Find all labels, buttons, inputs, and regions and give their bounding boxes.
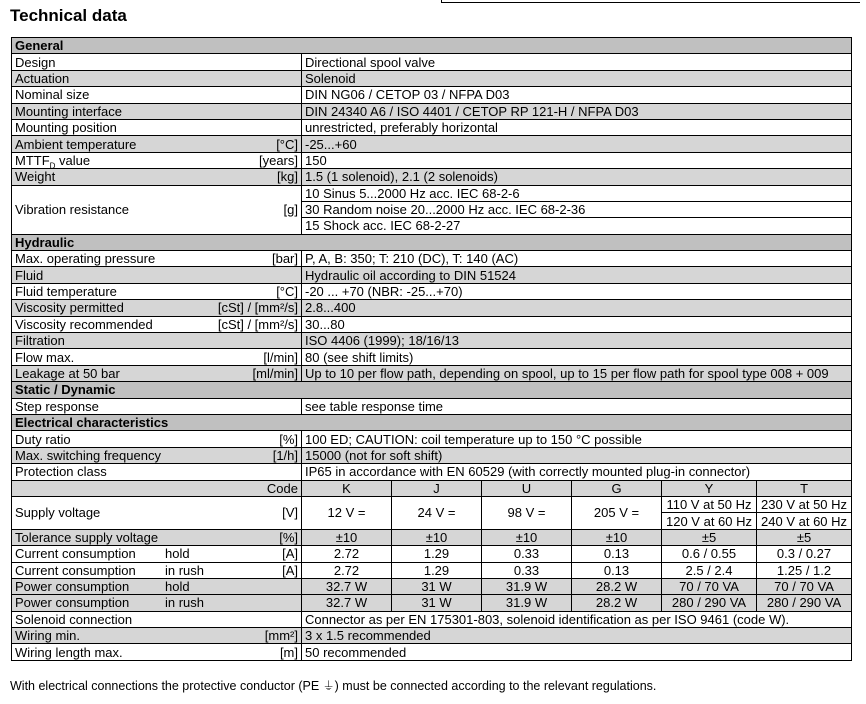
table-row: Solenoid connection Connector as per EN 175301-803, solenoid identification as per ISO 9461 (code W).: [12, 611, 852, 627]
table-row: 15 Shock acc. IEC 68-2-27: [12, 218, 852, 234]
table-row: 120 V at 60 Hz 240 V at 60 Hz: [12, 513, 852, 529]
header-rule: [441, 0, 860, 3]
footnote: With electrical connections the protective conductor (PE ⏚) must be connected according to the relevant regulations.: [10, 679, 657, 693]
table-row: Wiring min. [mm²] 3 x 1.5 recommended: [12, 628, 852, 644]
table-row: Fluid temperature [°C] -20 ... +70 (NBR: -25...+70): [12, 283, 852, 299]
table-row: Step response see table response time: [12, 398, 852, 414]
table-row: 30 Random noise 20...2000 Hz acc. IEC 68-2-36: [12, 201, 852, 217]
table-row: Max. switching frequency [1/h] 15000 (not for soft shift): [12, 447, 852, 463]
table-row: Actuation Solenoid: [12, 70, 852, 86]
table-row: Mounting interface DIN 24340 A6 / ISO 4401 / CETOP RP 121-H / NFPA D03: [12, 103, 852, 119]
table-row: Nominal size DIN NG06 / CETOP 03 / NFPA D03: [12, 87, 852, 103]
table-row: Design Directional spool valve: [12, 54, 852, 70]
table-row: Weight [kg] 1.5 (1 solenoid), 2.1 (2 solenoids): [12, 169, 852, 185]
table-row: Power consumption hold 32.7 W 31 W 31.9 W 28.2 W 70 / 70 VA 70 / 70 VA: [12, 578, 852, 594]
ground-icon: ⏚: [322, 679, 335, 693]
code-header-row: Code K J U G Y T: [12, 480, 852, 496]
table-row: Tolerance supply voltage [%] ±10 ±10 ±10 ±10 ±5 ±5: [12, 529, 852, 545]
table-row: Protection class IP65 in accordance with EN 60529 (with correctly mounted plug-in connector): [12, 464, 852, 480]
table-row: Mounting position unrestricted, preferably horizontal: [12, 119, 852, 135]
table-row: Ambient temperature [°C] -25...+60: [12, 136, 852, 152]
section-general: General: [12, 38, 852, 54]
table-row: Duty ratio [%] 100 ED; CAUTION: coil temperature up to 150 °C possible: [12, 431, 852, 447]
table-row: Vibration resistance [g] 10 Sinus 5...2000 Hz acc. IEC 68-2-6: [12, 185, 852, 201]
table-row: Filtration ISO 4406 (1999); 18/16/13: [12, 333, 852, 349]
table-row: Supply voltage [V] 12 V = 24 V = 98 V = 205 V = 110 V at 50 Hz 230 V at 50 Hz: [12, 496, 852, 512]
section-electrical: Electrical characteristics: [12, 414, 852, 430]
page-title: Technical data: [10, 6, 127, 25]
table-row: $MTTF_D$ value [years] 150: [12, 152, 852, 168]
table-row: Viscosity permitted [cSt] / [mm²/s] 2.8...400: [12, 300, 852, 316]
table-row: Max. operating pressure [bar] P, A, B: 350; T: 210 (DC), T: 140 (AC): [12, 251, 852, 267]
section-hydraulic: Hydraulic: [12, 234, 852, 250]
technical-data-table: [11, 37, 852, 661]
table-row: Leakage at 50 bar [ml/min] Up to 10 per flow path, depending on spool, up to 15 per flow path for spool type 008 + 009: [12, 365, 852, 381]
table-row: Current consumption hold [A] 2.72 1.29 0.33 0.13 0.6 / 0.55 0.3 / 0.27: [12, 546, 852, 562]
table-row: Wiring length max. [m] 50 recommended: [12, 644, 852, 660]
table-row: Fluid Hydraulic oil according to DIN 51524: [12, 267, 852, 283]
table-row: Flow max. [l/min] 80 (see shift limits): [12, 349, 852, 365]
table-row: Current consumption in rush [A] 2.72 1.29 0.33 0.13 2.5 / 2.4 1.25 / 1.2: [12, 562, 852, 578]
table-row: Power consumption in rush 32.7 W 31 W 31.9 W 28.2 W 280 / 290 VA 280 / 290 VA: [12, 595, 852, 611]
section-static-dynamic: Static / Dynamic: [12, 382, 852, 398]
table-row: Viscosity recommended [cSt] / [mm²/s] 30...80: [12, 316, 852, 332]
